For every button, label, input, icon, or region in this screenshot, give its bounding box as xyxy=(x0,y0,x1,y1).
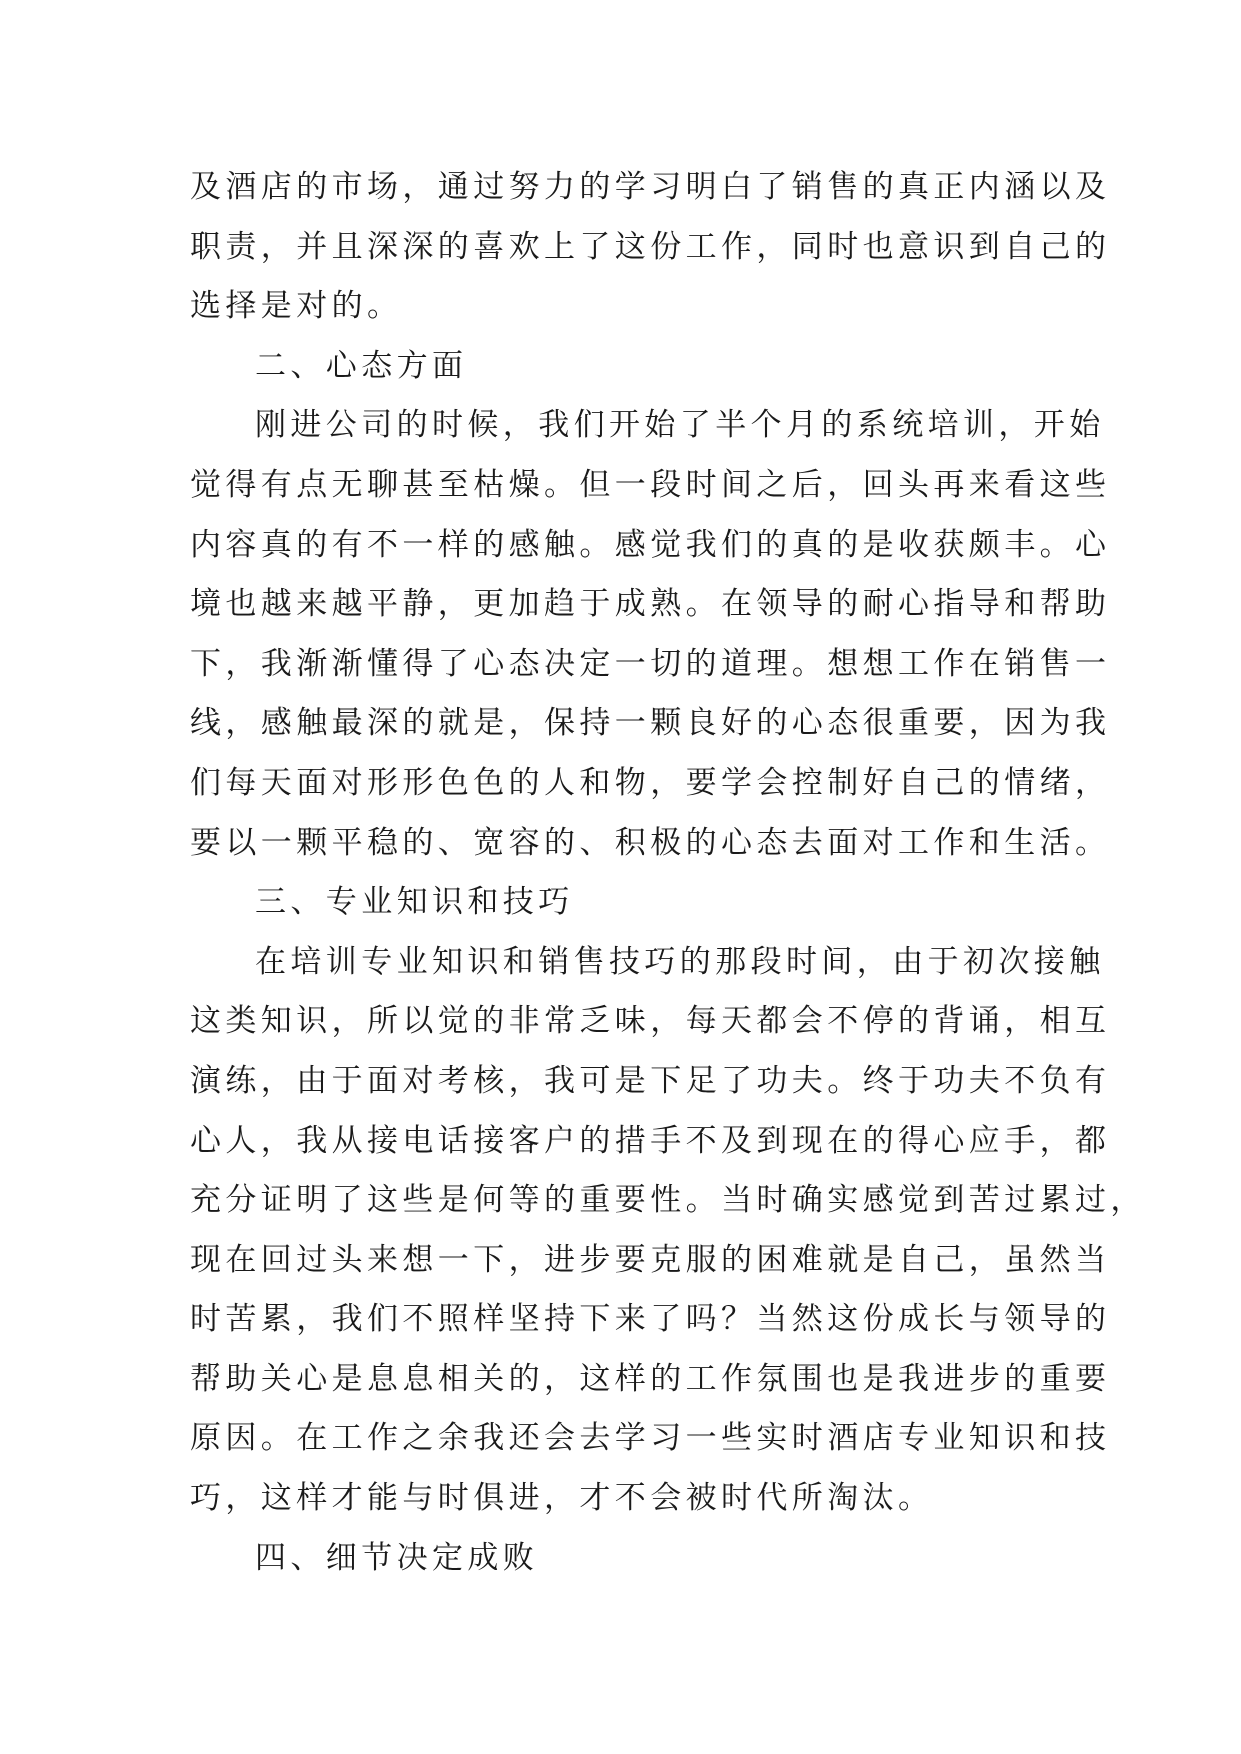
text-line: 刚进公司的时候，我们开始了半个月的系统培训，开始 xyxy=(255,407,1105,444)
text-line: 充分证明了这些是何等的重要性。当时确实感觉到苦过累过， xyxy=(190,1182,1146,1219)
text-line: 及酒店的市场，通过努力的学习明白了销售的真正内涵以及 xyxy=(190,169,1111,205)
text-line: 巧，这样才能与时俱进，才不会被时代所淘汰。 xyxy=(190,1480,934,1517)
text-line: 境也越来越平静，更加趋于成熟。在领导的耐心指导和帮助 xyxy=(190,586,1111,623)
text-line: 这类知识，所以觉的非常乏味，每天都会不停的背诵，相互 xyxy=(190,1003,1111,1040)
text-line: 下，我渐渐懂得了心态决定一切的道理。想想工作在销售一 xyxy=(190,645,1111,682)
text-line: 内容真的有不一样的感触。感觉我们的真的是收获颇丰。心 xyxy=(190,526,1111,563)
section-heading-details: 四、细节决定成败 xyxy=(255,1539,539,1576)
text-line: 帮助关心是息息相关的，这样的工作氛围也是我进步的重要 xyxy=(190,1360,1111,1397)
text-line: 在培训专业知识和销售技巧的那段时间，由于初次接触 xyxy=(255,943,1105,980)
text-line: 要以一颗平稳的、宽容的、积极的心态去面对工作和生活。 xyxy=(190,824,1111,861)
text-line: 现在回过头来想一下，进步要克服的困难就是自己，虽然当 xyxy=(190,1241,1111,1278)
text-line: 原因。在工作之余我还会去学习一些实时酒店专业知识和技 xyxy=(190,1420,1111,1457)
text-line: 职责，并且深深的喜欢上了这份工作，同时也意识到自己的 xyxy=(190,228,1111,265)
document-body xyxy=(190,158,1146,1588)
section-heading-skills: 三、专业知识和技巧 xyxy=(255,884,574,921)
text-line: 心人，我从接电话接客户的措手不及到现在的得心应手，都 xyxy=(190,1122,1111,1159)
text-line: 觉得有点无聊甚至枯燥。但一段时间之后，回头再来看这些 xyxy=(190,466,1111,503)
section-heading-mindset: 二、心态方面 xyxy=(255,347,468,384)
text-line: 们每天面对形形色色的人和物，要学会控制好自己的情绪， xyxy=(190,764,1111,801)
text-line: 演练，由于面对考核，我可是下足了功夫。终于功夫不负有 xyxy=(190,1062,1111,1099)
text-line: 线，感触最深的就是，保持一颗良好的心态很重要，因为我 xyxy=(190,705,1111,742)
text-line: 选择是对的。 xyxy=(190,288,403,325)
text-line: 时苦累，我们不照样坚持下来了吗？当然这份成长与领导的 xyxy=(190,1301,1111,1338)
